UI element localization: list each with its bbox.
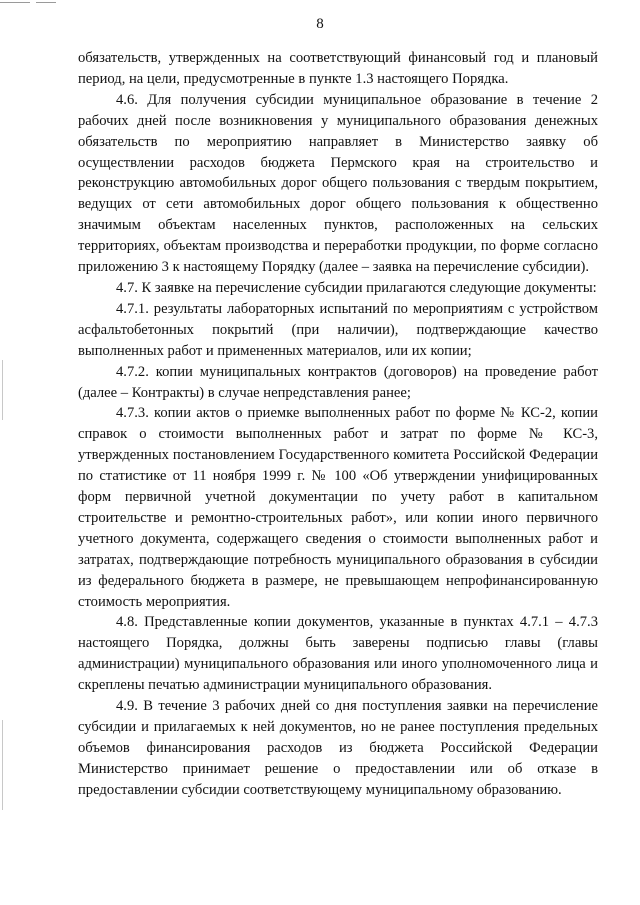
scan-edge-mark: [36, 2, 56, 3]
paragraph-4-7-3: 4.7.3. копии актов о приемке выполненных работ по форме № КС-2, копии справок о стоимости выполненных работ и затрат по форме № КС-3, утвержденных постановлением Государственного комитета Российской Федерации по статистике от 11 ноября 1999 г. № 100 «Об утверждении унифицированных форм первичной учетной документации по учету работ в капитальном строительстве и ремонтно-строительных работ», или копии иного первичного учетного документа, содержащего сведения о стоимости выполненных работ и затратах, подтверждающие потребность муниципального образования в субсидии из федерального бюджета в размере, не превышающем непрофинансированную стоимость мероприятия.: [78, 405, 598, 610]
scan-edge-mark: [2, 720, 3, 810]
document-body: [78, 48, 598, 801]
paragraph-4-9: 4.9. В течение 3 рабочих дней со дня поступления заявки на перечисление субсидии и прилагаемых к ней документов, но не ранее поступления предельных объемов финансирования расходов из бюджета Российской Федерации Министерство принимает решение о предоставлении или об отказе в предоставлении субсидии соответствующему муниципальному образованию.: [78, 698, 598, 798]
scan-edge-mark: [2, 360, 3, 420]
paragraph-4-7: 4.7. К заявке на перечисление субсидии прилагаются следующие документы:: [116, 279, 597, 296]
paragraph-4-7-1: 4.7.1. результаты лабораторных испытаний по мероприятиям с устройством асфальтобетонных покрытий (при наличии), подтверждающие качество выполненных работ и примененных материалов, или их копии;: [78, 300, 598, 359]
paragraph-4-6: 4.6. Для получения субсидии муниципальное образование в течение 2 рабочих дней после возникновения у муниципального образования денежных обязательств по мероприятию направляет в Министерство заявку об осуществлении расходов бюджета Пермского края на строительство и реконструкцию автомобильных дорог общего пользования с твердым покрытием, ведущих от сети автомобильных дорог общего пользования к общественно значимым объектам населенных пунктов, расположенных на сельских территориях, объектам производства и переработки продукции, по форме согласно приложению 3 к настоящему Порядку (далее – заявка на перечисление субсидии).: [78, 91, 598, 276]
paragraph-continuation: обязательств, утвержденных на соответствующий финансовый год и плановый период, на цели, предусмотренные в пункте 1.3 настоящего Порядка.: [78, 50, 598, 87]
paragraph-4-8: 4.8. Представленные копии документов, указанные в пунктах 4.7.1 – 4.7.3 настоящего Порядка, должны быть заверены подписью главы (главы администрации) муниципального образования или иного уполномоченного лица и скреплены печатью администрации муниципального образования.: [78, 614, 598, 694]
page-number: 8: [316, 16, 324, 32]
scan-edge-mark: [0, 2, 30, 3]
paragraph-4-7-2: 4.7.2. копии муниципальных контрактов (договоров) на проведение работ (далее – Контракты) в случае непредставления ранее;: [78, 363, 598, 401]
